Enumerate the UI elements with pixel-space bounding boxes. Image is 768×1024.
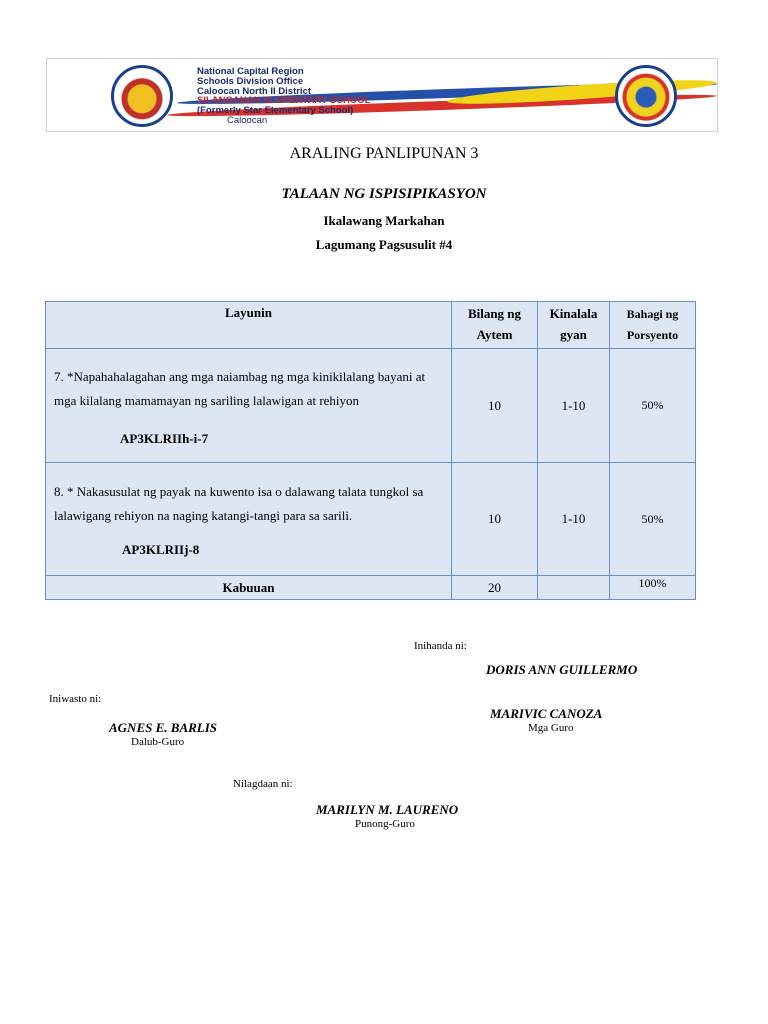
banner-city: Caloocan	[227, 114, 268, 126]
objective-cell	[46, 463, 452, 576]
checked-by-label: Iniwasto ni:	[49, 693, 102, 705]
objective-text: 8. * Nakasusulat ng payak na kuwento isa o dalawang talata tungkol sa lalawigang rehiyon na naging katangi-tangi para sa sarili.	[54, 484, 424, 523]
header-items-line2: Aytem	[476, 327, 513, 342]
specification-table	[45, 301, 696, 600]
items-cell: 10	[452, 463, 538, 576]
signed-by-label: Nilagdaan ni:	[233, 778, 293, 790]
signer-role: Punong-Guro	[355, 818, 415, 830]
objective-text: 7. *Napahahalagahan ang mga naiambag ng mga kinikilalang bayani at mga kilalang mamamayan ng sariling lalawigan at rehiyon	[54, 368, 426, 408]
total-items-cell: 20	[452, 576, 538, 600]
header-banner	[46, 58, 718, 132]
percent-cell: 50%	[610, 349, 696, 463]
banner-region: National Capital Region	[197, 66, 304, 77]
total-placement-cell	[538, 576, 610, 600]
prepared-by-label: Inihanda ni:	[414, 640, 467, 652]
table-row	[46, 349, 696, 463]
competency-code: AP3KLRIIj-8	[122, 542, 200, 557]
placement-cell: 1-10	[538, 349, 610, 463]
banner-division: Schools Division Office	[197, 75, 304, 87]
quiz-label: Lagumang Pagsusulit #4	[315, 237, 453, 252]
total-label-cell: Kabuuan	[46, 576, 452, 600]
table-total-row	[46, 576, 696, 600]
header-objective: Layunin	[46, 302, 452, 349]
table-row	[46, 463, 696, 576]
header-percent	[610, 302, 696, 349]
banner-school: SILANGANAN ELEMENTARY SCHOOL	[197, 95, 371, 107]
preparer-name-1: DORIS ANN GUILLERMO	[486, 662, 638, 677]
items-cell: 10	[452, 349, 538, 463]
checker-name: AGNES E. BARLIS	[109, 720, 218, 735]
competency-code: AP3KLRIIh-i-7	[120, 430, 209, 446]
header-percent-line2: Porsyento	[626, 328, 679, 342]
header-placement-line1: Kinalala	[549, 306, 598, 321]
objective-cell	[46, 349, 452, 463]
banner-former-name: (Formerly Star Elementary School)	[197, 105, 354, 117]
header-percent-line1: Bahagi ng	[626, 307, 679, 321]
table-header-row	[46, 302, 696, 349]
division-seal-logo	[615, 65, 677, 127]
signer-name: MARILYN M. LAURENO	[316, 802, 459, 817]
quarter-label: Ikalawang Markahan	[323, 213, 445, 228]
header-items	[452, 302, 538, 349]
header-items-line1: Bilang ng	[467, 306, 522, 321]
school-seal-logo	[111, 65, 173, 127]
document-title: TALAAN NG ISPISIPIKASYON	[281, 186, 487, 202]
header-placement-line2: gyan	[560, 327, 587, 342]
banner-text	[197, 67, 370, 126]
percent-cell: 50%	[610, 463, 696, 576]
subject-heading: ARALING PANLIPUNAN 3	[289, 145, 479, 162]
total-percent-cell: 100%	[610, 576, 696, 600]
banner-district: Caloocan North II District	[197, 85, 312, 97]
preparer-role: Mga Guro	[528, 722, 574, 734]
placement-cell: 1-10	[538, 463, 610, 576]
checker-role: Dalub-Guro	[131, 736, 185, 748]
preparer-name-2: MARIVIC CANOZA	[490, 706, 603, 721]
header-placement	[538, 302, 610, 349]
